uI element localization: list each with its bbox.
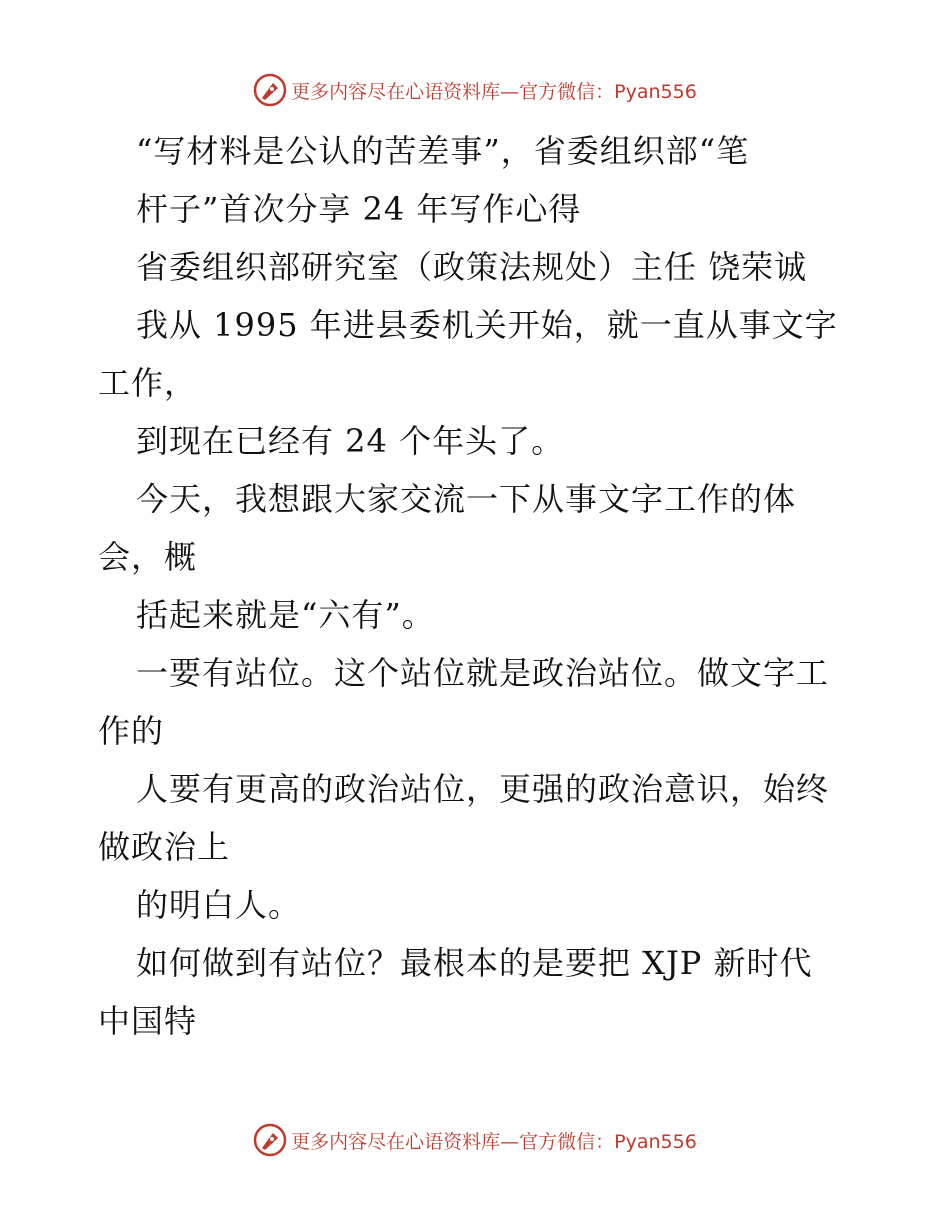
header-banner-label: 更多内容尽在心语资料库—官方微信：: [291, 80, 615, 103]
paragraph-line: 工作，: [98, 364, 198, 402]
paragraph-line: “写材料是公认的苦差事”，省委组织部“笔: [136, 132, 750, 170]
paragraph-line: 会，概: [98, 538, 198, 576]
footer-banner: [0, 1120, 950, 1160]
paragraph-line: 我从 1995 年进县委机关开始，就一直从事文字: [136, 306, 838, 344]
paragraph-line: 的明白人。: [136, 886, 302, 924]
pen-nib-logo-icon: [253, 1123, 287, 1157]
paragraph-line: 杆子”首次分享 24 年写作心得: [136, 190, 582, 228]
paragraph-line: 到现在已经有 24 个年头了。: [136, 422, 565, 460]
pen-nib-logo-icon: [253, 73, 287, 107]
footer-banner-label: 更多内容尽在心语资料库—官方微信：: [291, 1130, 615, 1153]
paragraph-line: 省委组织部研究室（政策法规处）主任 饶荣诚: [136, 248, 808, 286]
paragraph-line: 中国特: [98, 1002, 198, 1040]
paragraph-line: 一要有站位。这个站位就是政治站位。做文字工: [136, 654, 830, 692]
header-banner-text: [291, 77, 697, 104]
footer-banner-inner: [253, 1123, 697, 1157]
paragraph-line: 做政治上: [98, 828, 231, 866]
document-body: [98, 122, 858, 1050]
header-banner-inner: [253, 73, 697, 107]
footer-banner-text: [291, 1127, 697, 1154]
paragraph-line: 括起来就是“六有”。: [136, 596, 435, 634]
paragraph-line: 作的: [98, 712, 165, 750]
header-banner: [0, 70, 950, 110]
paragraph-line: 如何做到有站位？最根本的是要把 XJP 新时代: [136, 944, 813, 982]
paragraph-line: 人要有更高的政治站位，更强的政治意识，始终: [136, 770, 830, 808]
header-banner-wechat: Pyan556: [614, 80, 697, 103]
footer-banner-wechat: Pyan556: [614, 1130, 697, 1153]
paragraph-line: 今天，我想跟大家交流一下从事文字工作的体: [136, 480, 797, 518]
